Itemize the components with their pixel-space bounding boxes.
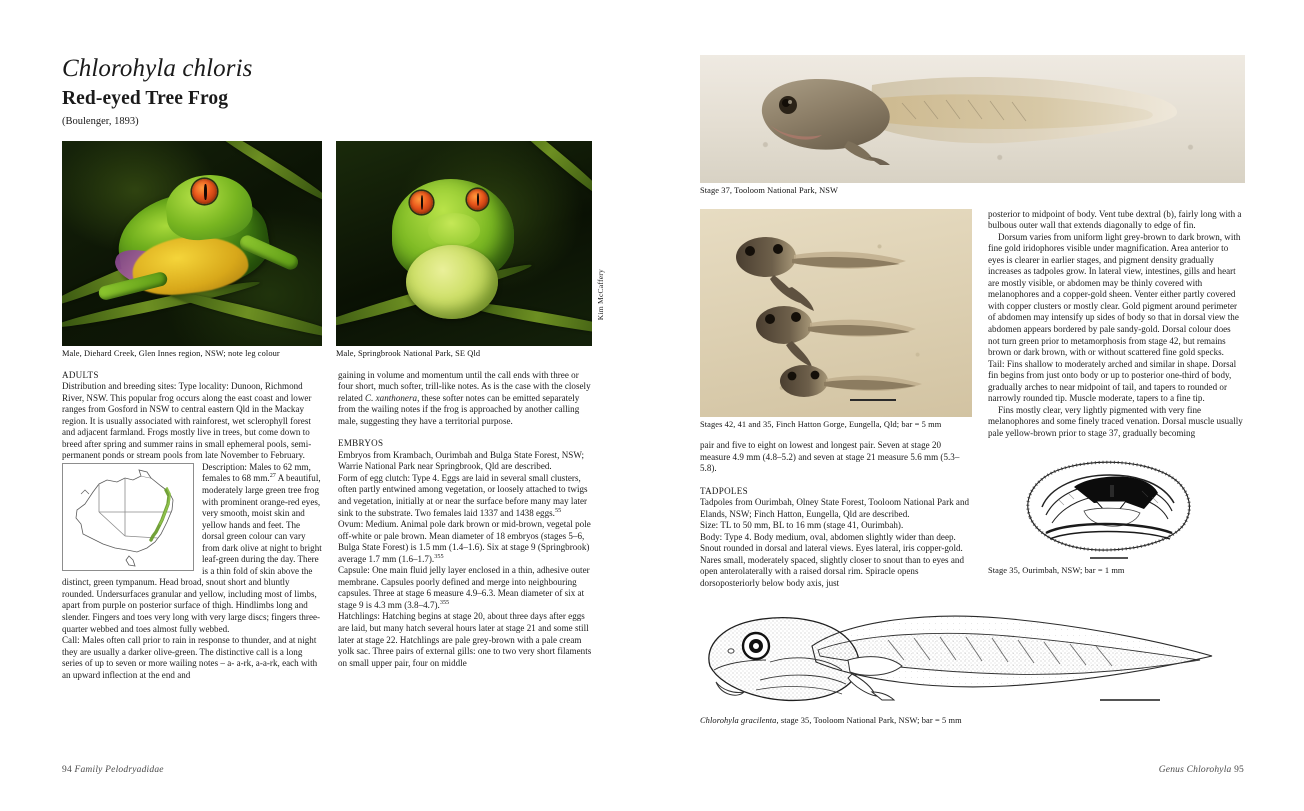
distribution-text: Type locality: Dunoon, Richmond River, NSW. This popular frog occurs along the east coast and lower ranges from Gosford in NSW to central eastern Qld in the Mackay region. It is usually associated with rainforest, wet sclerophyll forest and adjacent farmland. Frogs mostly live in trees, but come down to breed after spring and summer rains in small ephemeral pools, semi-permanent ponds or stream pools from late November to February. <box>62 381 312 461</box>
species-name: Chlorohyla chloris <box>62 55 253 82</box>
embryos-intro: Embryos from Krambach, Ourimbah and Bulga State Forest, NSW; Warrie National Park near Springbrook, Qld are described. <box>338 449 585 472</box>
section-heading-tadpoles: TADPOLES <box>700 485 748 496</box>
clutch-text: Type 4. Eggs are laid in several small clusters, often partly entwined among vegetation, or loosely attached to twigs and vegetation, initially at or near the surface before many may later sink to the substrate. Two females laid 1337 and 1438 eggs. <box>338 472 588 518</box>
photo-block-1 <box>62 141 322 360</box>
oral-disc-caption: Stage 35, Ourimbah, NSW; bar = 1 mm <box>988 566 1125 576</box>
page-right <box>652 0 1304 811</box>
column-2 <box>338 370 594 682</box>
tadpole-stages-photo <box>700 209 972 417</box>
ovum-label: Ovum: <box>338 519 364 530</box>
call-paragraph <box>62 635 322 681</box>
lateral-tadpole-drawing <box>700 604 1244 712</box>
paragraph-spacer <box>700 475 972 486</box>
left-page-columns <box>62 370 597 682</box>
folio-label: Genus Chlorohyla <box>1158 765 1232 775</box>
body-paragraph <box>700 532 972 590</box>
call-continued-a: gaining in volume and momentum until the call ends with three or four short, much softer, trill-like notes. As is the case with the closely related <box>338 369 591 403</box>
description-text-a: Males to 62 mm, females to 68 mm. <box>202 461 311 484</box>
call-label: Call: <box>62 635 80 646</box>
lateral-caption-species: Chlorohyla gracilenta <box>700 715 777 725</box>
photo-caption: Male, Diehard Creek, Glen Innes region, NSW; note leg colour <box>62 349 280 358</box>
reference-marker: 27 <box>269 472 276 480</box>
frog-photo-diehard-creek <box>62 141 322 346</box>
spacer <box>700 430 972 440</box>
folio-label: Family Pelodryadidae <box>74 765 164 775</box>
frog-vocal-sac <box>406 245 498 319</box>
frog-eye-icon <box>410 191 433 214</box>
body-text: Type 4. Body medium, oval, abdomen slightly wider than deep. Snout rounded in dorsal and lateral views. Eyes lateral, iris copper-gold. Nares small, moderately spaced, slightly closer to snout than to eyes and open anterolaterally with a raised dorsal rim. Spiracle opens dorsoposteriorly below body axis, just <box>700 531 965 589</box>
distribution-map <box>62 463 194 571</box>
reference-marker: 55 <box>554 506 562 514</box>
australia-map-icon <box>63 464 193 570</box>
page-number: 95 <box>1234 765 1244 775</box>
description-text-b: A beautiful, moderately large green tree frog with prominent orange-red eyes, very smooth, moist skin and yellow hands and feet. The dorsal green colour can vary from dark olive at night to bright leaf-green during the day. There is a thin fold of skin above the distinct, green tympanum. Head broad, snout short and bluntly rounded. Undersurfaces granular and yellow, including most of limbs, apart from purple on posterior surface of thigh. Hindlimbs long and slender. Fingers and toes very long with very large discs; fingers three-quarter webbed and toes almost fully webbed. <box>62 473 322 634</box>
gills-continued-paragraph: pair and five to eight on lowest and longest pair. Seven at stage 20 measure 4.9 mm (4.8–5.2) and seven at stage 21 measure 5.6 mm (5.3–5.8). <box>700 440 960 474</box>
capsule-text: One main fluid jelly layer enclosed in a thin, adhesive outer membrane. Capsules poorly defined and merge into neighbouring capsules. Three at stage 6 measure 4.9–6.3. Mean diameter of six at stage 9 is 4.3 mm (3.8–4.7). <box>338 565 590 610</box>
folio-left <box>62 765 164 775</box>
taxonomic-authority: (Boulenger, 1893) <box>62 116 139 127</box>
hatchlings-label: Hatchlings: <box>338 611 380 622</box>
right-column-1-stack <box>700 209 972 590</box>
species-reference: C. xanthonera <box>365 392 418 403</box>
lateral-drawing-caption <box>700 716 1244 727</box>
capsule-label: Capsule: <box>338 565 370 576</box>
section-heading-adults: ADULTS <box>62 369 99 380</box>
tadpole-hero-photo <box>700 55 1245 183</box>
frog-eye-icon <box>192 179 217 204</box>
tadpole-stage-42 <box>736 237 906 311</box>
spacer <box>988 439 1244 457</box>
distribution-paragraph <box>62 381 322 462</box>
scale-bar <box>850 399 896 401</box>
body-continued-paragraph: posterior to midpoint of body. Vent tube dextral (b), fairly long with a bulbous outer wall that extends diagonally to edge of fin. <box>988 208 1242 231</box>
hero-caption: Stage 37, Tooloom National Park, NSW <box>700 186 839 195</box>
column-1 <box>62 370 322 682</box>
fins-paragraph: Fins mostly clear, very lightly pigmented with very fine melanophores and some finely traced venation. Dorsal muscle usually pale yellow-brown prior to stage 37, gradually becoming <box>988 404 1243 438</box>
frog-snout <box>428 213 480 247</box>
tadpoles-intro: Tadpoles from Ourimbah, Olney State Forest, Tooloom National Park and Elands, NSW; Finch Hatton, Eungella, Qld are described. <box>700 497 970 519</box>
right-column-2-stack <box>988 209 1244 590</box>
call-text: Males often call prior to rain in response to thunder, and at night they are usually a darker olive-green. The distinctive call is a long series of up to seven or more wailing notes – a- a-rk, a-a-rk, each with an upward inflection at the end and <box>62 635 318 680</box>
tadpole-lateral-icon <box>700 604 1245 712</box>
size-text: TL to 50 mm, BL to 16 mm (stage 41, Ourimbah). <box>718 520 904 531</box>
ovum-text: Medium. Animal pole dark brown or mid-brown, vegetal pole off-white or pale brown. Mean diameter of 18 embryos (stages 5–6, Bulga State Forest) is 1.5 mm (1.4–1.6). Six at stage 9 (Springbrook) average 1.7 mm (1.6–1.7). <box>338 519 591 564</box>
body-label: Body: <box>700 531 723 542</box>
tadpole-stage-41 <box>756 306 916 367</box>
page-number: 94 <box>62 765 72 775</box>
tadpole-stage37-illustration <box>752 69 1182 169</box>
distribution-label: Distribution and breeding sites: <box>62 381 177 392</box>
call-continued-paragraph <box>338 370 594 428</box>
frog-eye-icon <box>467 189 488 210</box>
folio-right <box>1159 765 1244 775</box>
photo-block-2 <box>336 141 605 360</box>
oral-disc-icon <box>1012 457 1202 561</box>
tadpole-stage-35 <box>780 365 922 397</box>
tail-paragraph <box>988 359 1244 405</box>
clutch-label: Form of egg clutch: <box>338 472 410 483</box>
photo-credit: Kim McCaffery <box>596 269 605 321</box>
size-label: Size: <box>700 520 719 531</box>
common-name: Red-eyed Tree Frog <box>62 88 229 109</box>
photo-row <box>62 141 605 360</box>
paragraph-spacer <box>338 427 594 438</box>
tadpole-photo-caption: Stages 42, 41 and 35, Finch Hatton Gorge, Eungella, Qld; bar = 5 mm <box>700 419 942 429</box>
photo-caption: Male, Springbrook National Park, SE Qld <box>336 349 481 358</box>
hatchlings-paragraph <box>338 611 594 669</box>
section-heading-embryos: EMBRYOS <box>338 438 384 449</box>
reference-marker: 355 <box>439 598 450 606</box>
hatchlings-text: Hatching begins at stage 20, about three days after eggs are laid, but many hatch several hours later at stage 21 and some still later at stage 22. Hatchlings are pale grey-brown with a pale cream yolk sac. Three pairs of external gills: one to two very short filaments on small upper pair, four on middle <box>338 611 592 668</box>
description-label: Description: <box>202 461 247 472</box>
reference-marker: 355 <box>434 552 444 560</box>
egg-clutch-paragraph <box>338 473 594 519</box>
capsule-paragraph <box>338 565 594 611</box>
right-page-upper-area <box>700 209 1244 590</box>
call-continued-b: , these softer notes can be emitted separately from the wailing notes if the frog is approached by another calling male, suggesting they have a territorial purpose. <box>338 392 580 426</box>
size-paragraph <box>700 520 972 532</box>
ovum-paragraph <box>338 519 594 565</box>
oral-disc-drawing <box>1012 457 1244 561</box>
dorsum-paragraph: Dorsum varies from uniform light grey-brown to dark brown, with fine gold iridophores visible under magnification. Area anterior to eyes is clearer in earlier stages, and pigment density gradually increases as tadpoles grow. In lateral view, intestines, gills and heart are mostly visible, or abdomen may be thinly covered with melanophores and a copper-gold sheen. Venter either partly covered with copper clusters or mostly clear. Gold pigment around perimeter of abdomen may intensify up sides of body so that in dorsal view the abdomen appears bordered by pale sandy-gold. Dorsal colour does not turn green prior to metamorphosis from stage 42, but remains brown or dark brown, with or without scattered fine gold specks. <box>988 231 1241 358</box>
tadpole-specimens-illustration <box>700 209 972 417</box>
tail-label: Tail: <box>988 358 1005 369</box>
tail-text: Fins shallow to moderately arched and similar in shape. Dorsal fin begins from just onto body or up to posterior one-third of body, gradually arches to near midpoint of tail, and tapers to rounded or narrowly rounded tip. Muscle moderate, tapers to a fine tip. <box>988 358 1237 404</box>
lateral-caption-rest: , stage 35, Tooloom National Park, NSW; bar = 5 mm <box>776 715 962 725</box>
frog-photo-springbrook <box>336 141 592 346</box>
